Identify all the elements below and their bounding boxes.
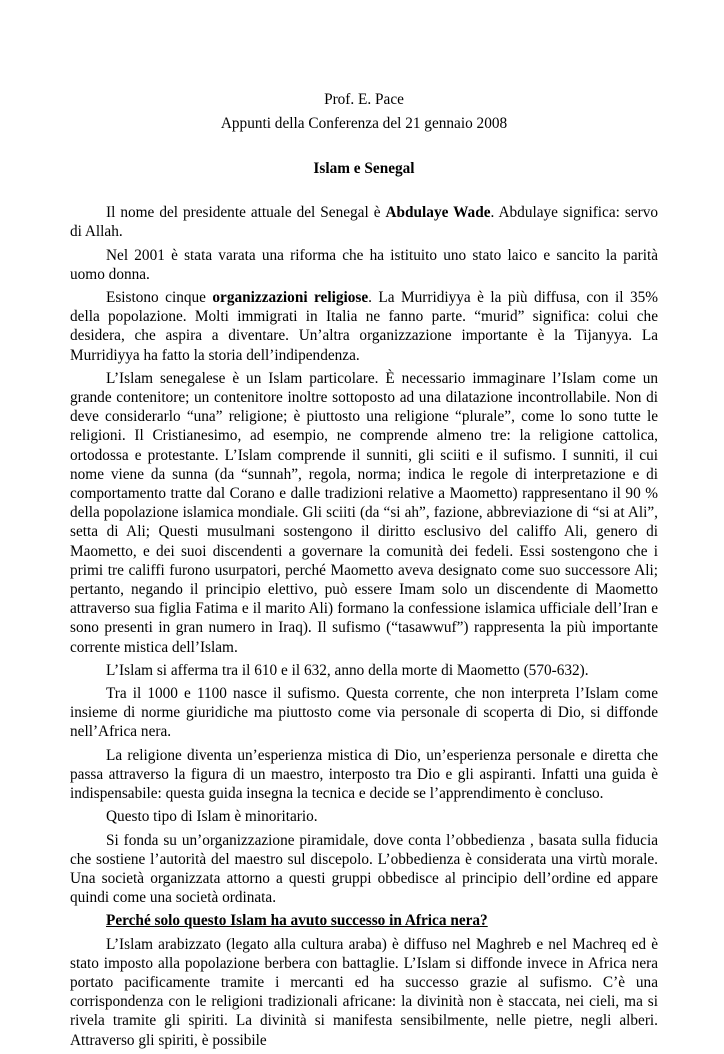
document-title: Islam e Senegal [313, 160, 415, 177]
section-heading-africa: Perché solo questo Islam ha avuto successo in Africa nera? [106, 912, 488, 930]
paragraph-islam-dates: L’Islam si afferma tra il 610 e il 632, anno della morte di Maometto (570-632). [106, 661, 589, 679]
paragraph-president-text-c: . Abdulaye significa: servo di Allah. [70, 204, 658, 241]
subtitle-line: Appunti della Conferenza del 21 gennaio 2008 [220, 115, 508, 132]
paragraph-organizations [70, 288, 658, 365]
paragraph-arabized-islam: L’Islam arabizzato (legato alla cultura araba) è diffuso nel Maghreb e nel Machreq ed è stato imposto alla popolazione berbera con battaglie. L’Islam si diffonde invece in Africa nera portato pacificamente tramite i mercanti ed ha successo grazie al sufismo. C’è una corrispondenza con le religioni tradizionali africane: la divinità non è staccata, nei cieli, ma si rivela tramite gli spiriti. La divinità si manifesta sensibilmente, nelle pietre, negli alberi. Attraverso gli spiriti, è possibile [70, 935, 658, 1049]
author-line: Prof. E. Pace [324, 91, 404, 108]
paragraph-president [70, 203, 658, 241]
paragraph-sufism-origin: Tra il 1000 e 1100 nasce il sufismo. Questa corrente, che non interpreta l’Islam come insieme di norme giuridiche ma piuttosto come via personale di scoperta di Dio, si diffonde nell’Africa nera. [70, 685, 658, 741]
paragraph-mystic-experience: La religione diventa un’esperienza mistica di Dio, un’esperienza personale e diretta che passa attraverso la figura di un maestro, interposto tra Dio e gli aspiranti. Infatti una guida è indispensabile: questa guida insegna la tecnica e decide se l’apprendimento è concluso. [70, 746, 658, 803]
paragraph-president-text-a: Il nome del presidente attuale del Senegal è [106, 204, 386, 222]
organizations-term: organizzazioni religiose [212, 289, 369, 307]
president-name: Abdulaye Wade [385, 204, 491, 222]
paragraph-reform: Nel 2001 è stata varata una riforma che ha istituito uno stato laico e sancito la parità uomo donna. [70, 246, 658, 283]
paragraph-organizations-text-c: . La Murridiyya è la più diffusa, con il 35% della popolazione. Molti immigrati in Italia ne fanno parte. “murid” significa: colui che desidera, che aspira a diventare. Un’altra organizzazione importante è la Tijanyya. La Murridiyya ha fatto la storia dell’indipendenza. [70, 289, 658, 364]
paragraph-pyramid: Si fonda su un’organizzazione piramidale, dove conta l’obbedienza , basata sulla fiducia che sostiene l’autorità del maestro sul discepolo. L’obbedienza è considerata una virtù morale. Una società organizzata attorno a questi gruppi obbedisce al principio dell’ordine ed appare quindi come una società ordinata. [70, 831, 658, 907]
paragraph-senegalese-islam: L’Islam senegalese è un Islam particolare. È necessario immaginare l’Islam come un grande contenitore; un contenitore inoltre sottoposto ad una dilatazione incontrollabile. Non di deve considerarlo “una” religione; è piuttosto una religione “plurale”, come lo sono tutte le religioni. Il Cristianesimo, ad esempio, ne comprende almeno tre: la religione cattolica, ortodossa e protestante. L’Islam comprende il sunniti, gli sciiti e il sufismo. I sunniti, il cui nome viene da sunna (da “sunnah”, regola, norma; indica le regole di interpretazione e di comportamento tratte dal Corano e dalle tradizioni relative a Maometto) rappresentano il 90 % della popolazione islamica mondiale. Gli sciiti (da “si ah”, fazione, abbreviazione di “si at Ali”, setta di Ali; Questi musulmani sostengono il diritto esclusivo del califfo Ali, genero di Maometto, e dei suoi discendenti a governare la comunità dei fedeli. Essi sostengono che i primi tre califfi furono usurpatori, perché Maometto aveva designato come suo successore Ali; pertanto, negando il principio elettivo, può essere Imam solo un discendente di Maometto attraverso sua figlia Fatima e il marito Ali) formano la confessione islamica ufficiale dell’Iran e sono presenti in gran numero in Iraq). Il sufismo (“tasawwuf”) rappresenta la più importante corrente mistica dell’Islam. [70, 369, 658, 656]
paragraph-organizations-text-a: Esistono cinque [106, 289, 213, 307]
paragraph-minority: Questo tipo di Islam è minoritario. [106, 808, 318, 826]
document-page [70, 88, 658, 1054]
